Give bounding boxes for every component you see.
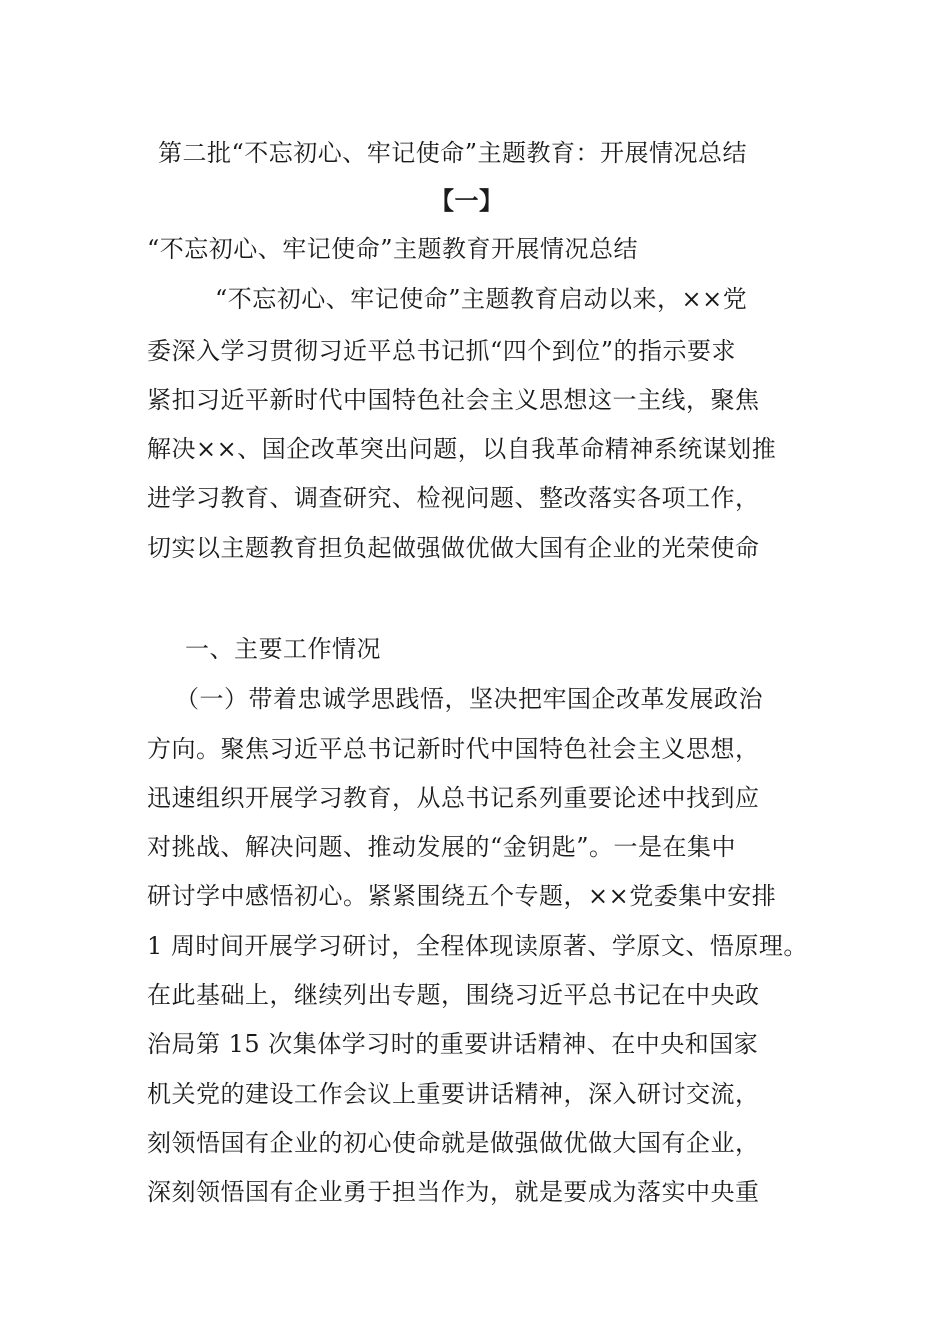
paragraph-line: 方向。聚焦习近平总书记新时代中国特色社会主义思想， [147, 735, 760, 763]
document-title: 第二批“不忘初心、牢记使命”主题教育：开展情况总结 [158, 139, 748, 167]
paragraph-line: 迅速组织开展学习教育，从总书记系列重要论述中找到应 [147, 784, 760, 812]
paragraph-line: （一）带着忠诚学思践悟，坚决把牢国企改革发展政治 [175, 685, 763, 713]
paragraph-line: 在此基础上，继续列出专题，围绕习近平总书记在中央政 [147, 981, 760, 1009]
section-marker: 【一】 [430, 186, 504, 215]
document-subtitle: “不忘初心、牢记使命”主题教育开展情况总结 [147, 235, 639, 263]
paragraph-line: 治局第 15 次集体学习时的重要讲话精神、在中央和国家 [147, 1030, 759, 1058]
paragraph-line: 切实以主题教育担负起做强做优做大国有企业的光荣使命 [147, 534, 760, 562]
section-heading: 一、主要工作情况 [185, 635, 381, 663]
paragraph-line: 对挑战、解决问题、推动发展的“金钥匙”。一是在集中 [147, 833, 737, 861]
paragraph-line: 机关党的建设工作会议上重要讲话精神，深入研讨交流， [147, 1080, 760, 1108]
paragraph-line: 研讨学中感悟初心。紧紧围绕五个专题，××党委集中安排 [147, 882, 777, 910]
paragraph-line: 紧扣习近平新时代中国特色社会主义思想这一主线，聚焦 [147, 386, 760, 414]
paragraph-line: 刻领悟国有企业的初心使命就是做强做优做大国有企业， [147, 1129, 760, 1157]
paragraph-line: 解决××、国企改革突出问题，以自我革命精神系统谋划推 [147, 435, 777, 463]
paragraph-line: 委深入学习贯彻习近平总书记抓“四个到位”的指示要求 [147, 337, 737, 365]
paragraph-line: 进学习教育、调查研究、检视问题、整改落实各项工作， [147, 484, 760, 512]
paragraph-line: “不忘初心、牢记使命”主题教育启动以来，××党 [215, 285, 748, 313]
paragraph-line: 深刻领悟国有企业勇于担当作为，就是要成为落实中央重 [147, 1178, 760, 1206]
paragraph-line: 1 周时间开展学习研讨，全程体现读原著、学原文、悟原理。 [147, 932, 808, 960]
